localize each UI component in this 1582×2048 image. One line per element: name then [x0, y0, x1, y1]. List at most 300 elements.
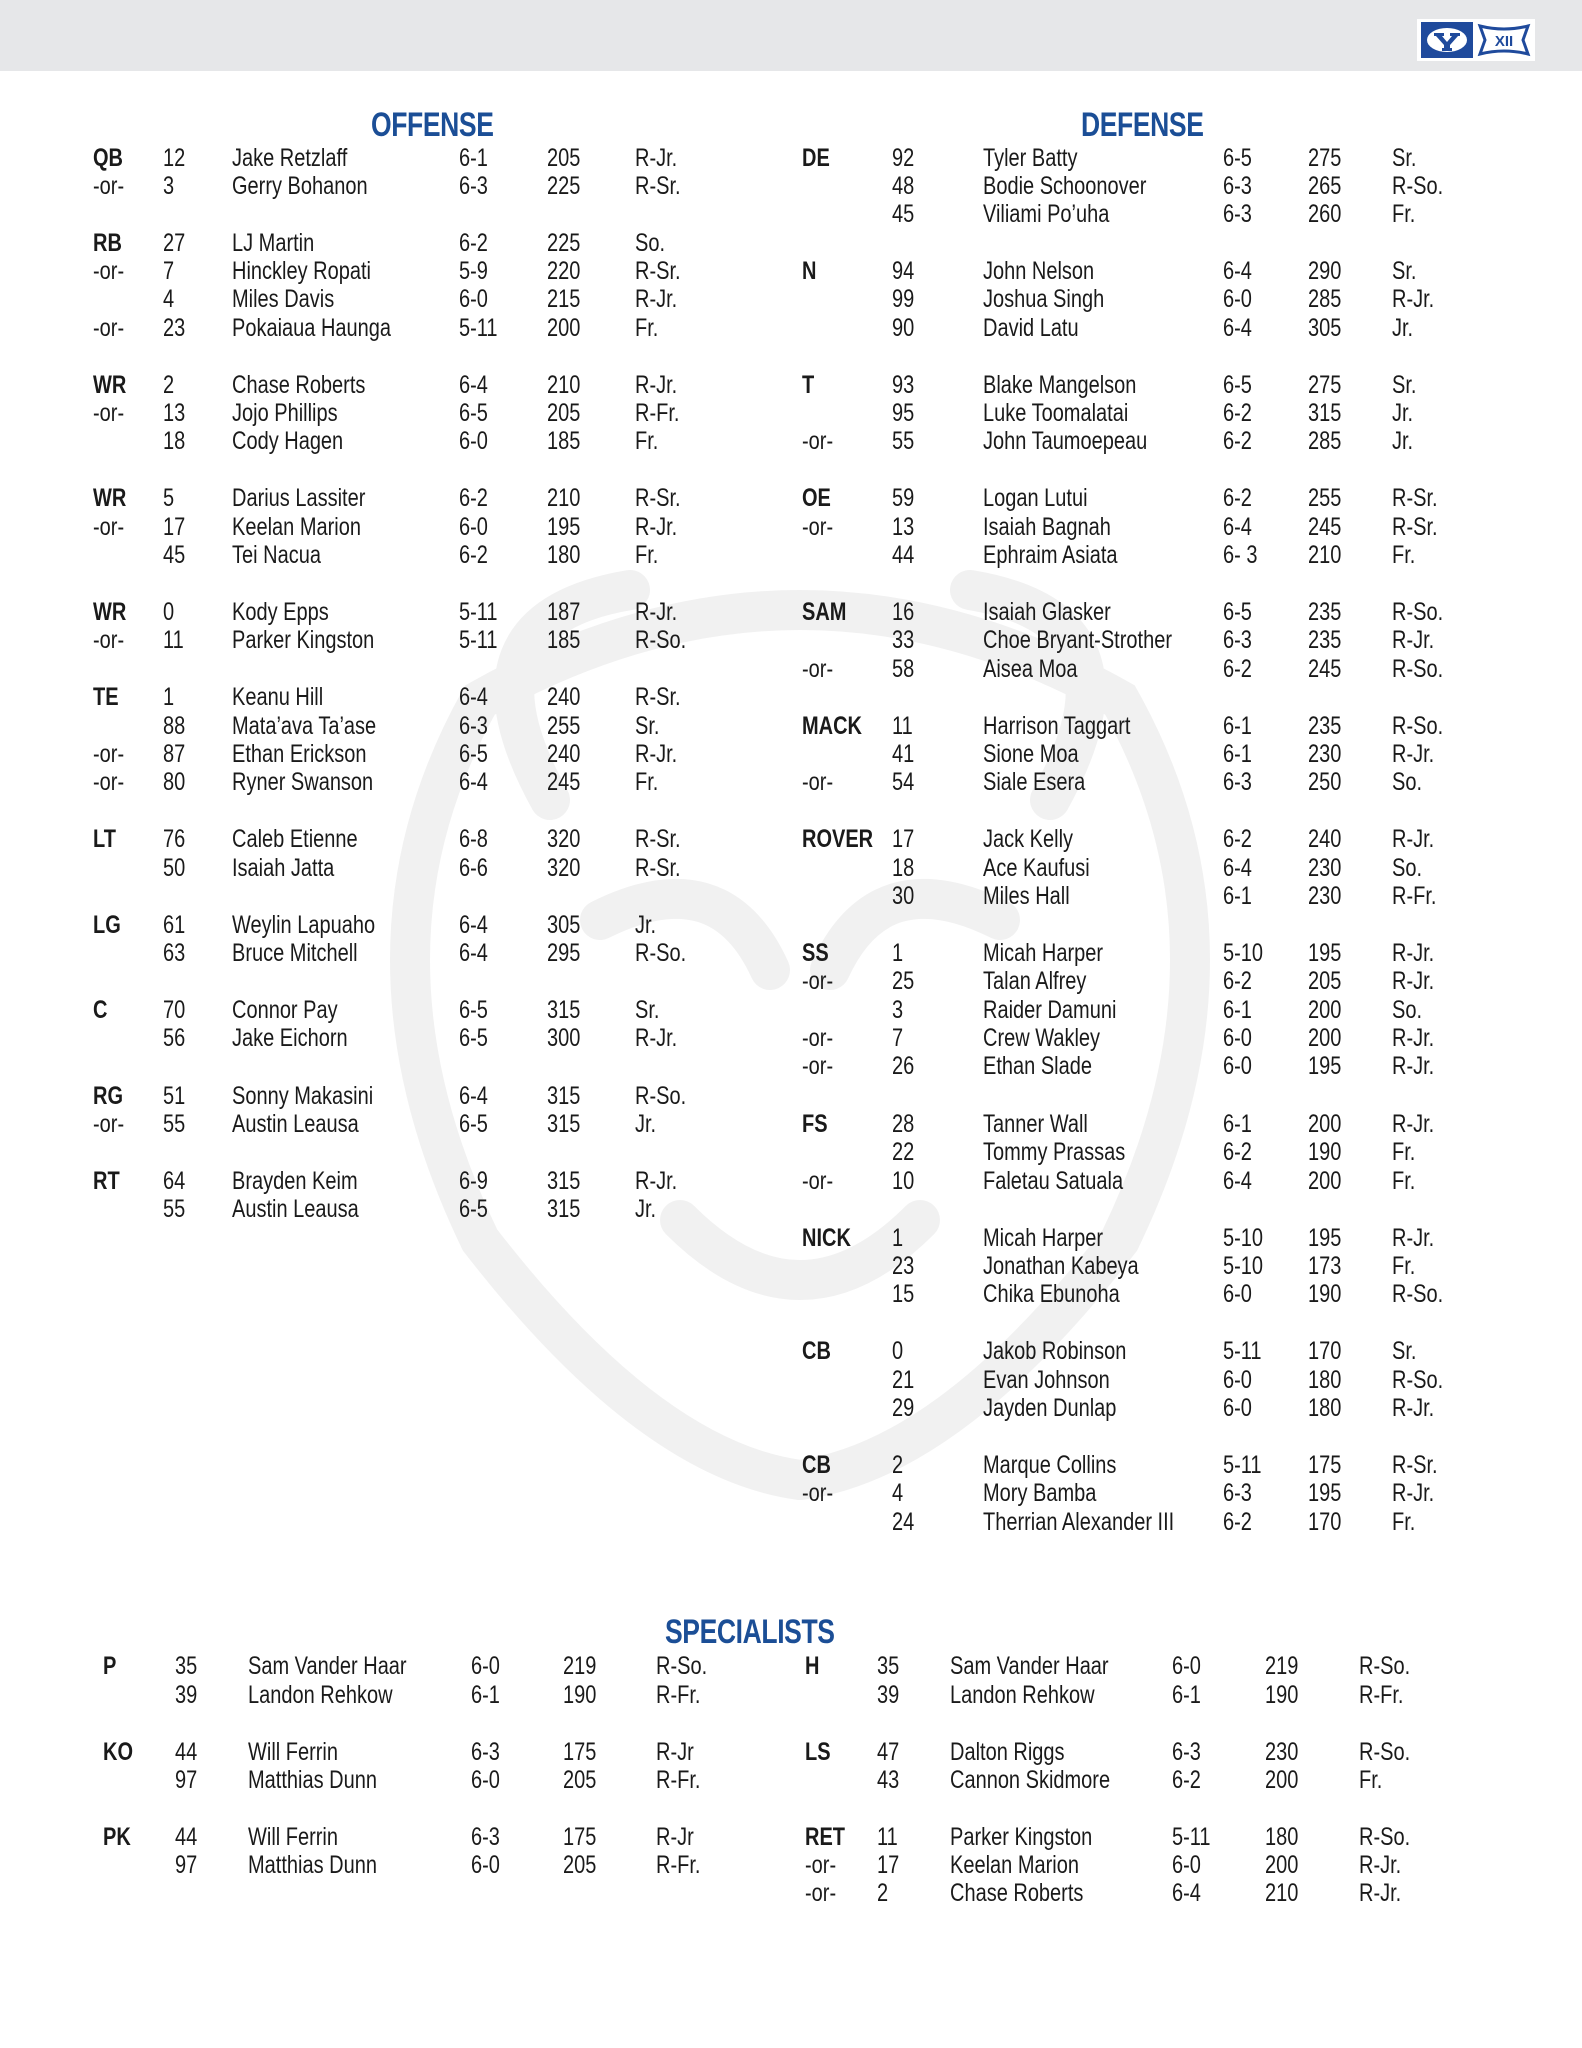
- player-name: Tyler Batty: [983, 144, 1078, 172]
- player-ht: 6-0: [1223, 1366, 1252, 1394]
- player-pos: LS: [805, 1738, 831, 1766]
- player-wt: 219: [563, 1652, 597, 1680]
- player-wt: 210: [547, 371, 581, 399]
- player-name: LJ Martin: [232, 229, 315, 257]
- player-num: 95: [892, 399, 915, 427]
- player-ht: 6-8: [459, 825, 488, 853]
- player-num: 61: [163, 911, 186, 939]
- player-wt: 180: [547, 541, 581, 569]
- player-name: Jojo Phillips: [232, 399, 338, 427]
- player-num: 35: [877, 1652, 900, 1680]
- player-name: Ryner Swanson: [232, 768, 374, 796]
- player-num: 94: [892, 257, 915, 285]
- player-num: 0: [163, 598, 175, 626]
- player-pos: LG: [93, 911, 121, 939]
- player-num: 2: [877, 1879, 889, 1907]
- player-wt: 295: [547, 939, 581, 967]
- defense-title: DEFENSE: [1081, 106, 1204, 144]
- player-ht: 6-1: [1223, 740, 1252, 768]
- player-name: Bodie Schoonover: [983, 172, 1147, 200]
- player-pos: RET: [805, 1823, 845, 1851]
- player-pos: -or-: [93, 740, 125, 768]
- player-num: 28: [892, 1110, 915, 1138]
- player-num: 48: [892, 172, 915, 200]
- player-ht: 6-4: [1223, 854, 1252, 882]
- player-name: Chika Ebunoha: [983, 1280, 1120, 1308]
- player-wt: 320: [547, 854, 581, 882]
- player-ht: 6-4: [459, 911, 488, 939]
- player-cls: Sr.: [1392, 144, 1417, 172]
- player-wt: 300: [547, 1024, 581, 1052]
- player-cls: So.: [1392, 768, 1423, 796]
- player-wt: 305: [547, 911, 581, 939]
- player-wt: 265: [1308, 172, 1342, 200]
- player-name: Hinckley Ropati: [232, 257, 371, 285]
- player-num: 7: [892, 1024, 904, 1052]
- player-name: Tommy Prassas: [983, 1138, 1126, 1166]
- player-num: 26: [892, 1052, 915, 1080]
- player-num: 1: [892, 939, 904, 967]
- player-num: 70: [163, 996, 186, 1024]
- player-cls: Jr.: [635, 1110, 657, 1138]
- player-pos: N: [802, 257, 817, 285]
- player-ht: 6-0: [471, 1652, 500, 1680]
- player-cls: R-Fr.: [1392, 882, 1437, 910]
- player-num: 64: [163, 1167, 186, 1195]
- player-wt: 205: [1308, 967, 1342, 995]
- player-ht: 5-11: [459, 598, 498, 626]
- player-wt: 240: [1308, 825, 1342, 853]
- player-num: 3: [163, 172, 175, 200]
- player-ht: 6-0: [1172, 1652, 1201, 1680]
- player-ht: 6-2: [1223, 825, 1252, 853]
- player-pos: PK: [103, 1823, 131, 1851]
- player-wt: 180: [1308, 1366, 1342, 1394]
- player-cls: R-Jr.: [1392, 740, 1435, 768]
- player-pos: -or-: [93, 768, 125, 796]
- player-wt: 170: [1308, 1508, 1342, 1536]
- player-cls: R-Fr.: [656, 1681, 701, 1709]
- player-ht: 6-2: [1223, 1138, 1252, 1166]
- player-num: 90: [892, 314, 915, 342]
- player-cls: R-Jr.: [635, 1024, 678, 1052]
- player-pos: -or-: [93, 626, 125, 654]
- player-wt: 240: [547, 740, 581, 768]
- player-pos: WR: [93, 598, 127, 626]
- player-ht: 5-11: [1223, 1451, 1262, 1479]
- player-pos: NICK: [802, 1224, 851, 1252]
- player-name: Joshua Singh: [983, 285, 1105, 313]
- player-num: 5: [163, 484, 175, 512]
- player-cls: R-Jr.: [1392, 1052, 1435, 1080]
- player-cls: R-Fr.: [656, 1766, 701, 1794]
- player-wt: 305: [1308, 314, 1342, 342]
- player-ht: 6-3: [459, 172, 488, 200]
- player-cls: Fr.: [1392, 1252, 1416, 1280]
- player-name: Logan Lutui: [983, 484, 1088, 512]
- player-wt: 200: [1308, 1110, 1342, 1138]
- player-wt: 285: [1308, 285, 1342, 313]
- player-pos: TE: [93, 683, 119, 711]
- player-cls: R-Jr.: [1392, 626, 1435, 654]
- player-cls: R-Jr.: [1392, 1110, 1435, 1138]
- player-name: John Nelson: [983, 257, 1095, 285]
- player-wt: 220: [547, 257, 581, 285]
- player-ht: 6-5: [459, 399, 488, 427]
- player-cls: R-Sr.: [635, 683, 681, 711]
- player-cls: R-Sr.: [635, 172, 681, 200]
- player-wt: 245: [547, 768, 581, 796]
- player-num: 54: [892, 768, 915, 796]
- player-num: 13: [892, 513, 915, 541]
- player-ht: 6-4: [459, 1082, 488, 1110]
- player-wt: 185: [547, 427, 581, 455]
- player-ht: 6-2: [1223, 655, 1252, 683]
- player-cls: Fr.: [635, 541, 659, 569]
- player-ht: 6-5: [1223, 371, 1252, 399]
- player-pos: -or-: [802, 967, 834, 995]
- player-num: 55: [892, 427, 915, 455]
- player-num: 88: [163, 712, 186, 740]
- player-num: 92: [892, 144, 915, 172]
- player-cls: Fr.: [1392, 541, 1416, 569]
- player-pos: -or-: [93, 1110, 125, 1138]
- player-num: 4: [163, 285, 175, 313]
- player-cls: So.: [1392, 996, 1423, 1024]
- player-wt: 205: [547, 144, 581, 172]
- player-name: Brayden Keim: [232, 1167, 358, 1195]
- player-pos: H: [805, 1652, 820, 1680]
- player-ht: 6-4: [1223, 257, 1252, 285]
- player-num: 17: [877, 1851, 900, 1879]
- player-num: 50: [163, 854, 186, 882]
- player-num: 3: [892, 996, 904, 1024]
- player-cls: R-So.: [1392, 1366, 1444, 1394]
- player-cls: R-Sr.: [635, 854, 681, 882]
- player-wt: 210: [1265, 1879, 1299, 1907]
- player-cls: R-Jr.: [635, 144, 678, 172]
- player-name: Tanner Wall: [983, 1110, 1088, 1138]
- player-num: 10: [892, 1167, 915, 1195]
- player-pos: -or-: [93, 172, 125, 200]
- player-ht: 6-5: [1223, 144, 1252, 172]
- player-ht: 6-1: [1223, 882, 1252, 910]
- player-wt: 200: [1308, 1024, 1342, 1052]
- player-pos: ROVER: [802, 825, 874, 853]
- player-ht: 6-4: [1223, 314, 1252, 342]
- player-cls: R-Fr.: [1359, 1681, 1404, 1709]
- player-ht: 6-2: [1223, 399, 1252, 427]
- player-name: Keelan Marion: [950, 1851, 1079, 1879]
- player-pos: WR: [93, 484, 127, 512]
- player-num: 22: [892, 1138, 915, 1166]
- player-name: Tei Nacua: [232, 541, 321, 569]
- player-num: 43: [877, 1766, 900, 1794]
- player-cls: Fr.: [635, 314, 659, 342]
- player-name: Micah Harper: [983, 1224, 1104, 1252]
- player-ht: 6-4: [459, 768, 488, 796]
- player-wt: 180: [1265, 1823, 1299, 1851]
- player-ht: 6-6: [459, 854, 488, 882]
- player-wt: 205: [563, 1766, 597, 1794]
- player-name: Isaiah Jatta: [232, 854, 335, 882]
- player-pos: RB: [93, 229, 122, 257]
- player-wt: 200: [1265, 1766, 1299, 1794]
- player-name: Matthias Dunn: [248, 1851, 377, 1879]
- player-ht: 6-3: [471, 1738, 500, 1766]
- player-cls: Jr.: [635, 1195, 657, 1223]
- player-name: Jayden Dunlap: [983, 1394, 1117, 1422]
- player-wt: 235: [1308, 712, 1342, 740]
- player-ht: 6-1: [1223, 996, 1252, 1024]
- player-ht: 6-0: [1223, 285, 1252, 313]
- player-name: Cody Hagen: [232, 427, 344, 455]
- player-pos: -or-: [93, 399, 125, 427]
- player-cls: Sr.: [1392, 1337, 1417, 1365]
- player-num: 27: [163, 229, 186, 257]
- player-name: Cannon Skidmore: [950, 1766, 1111, 1794]
- player-cls: Jr.: [1392, 314, 1414, 342]
- player-wt: 255: [1308, 484, 1342, 512]
- player-pos: OE: [802, 484, 831, 512]
- player-cls: Fr.: [635, 768, 659, 796]
- player-ht: 5-11: [459, 314, 498, 342]
- player-ht: 6-5: [459, 1195, 488, 1223]
- player-wt: 195: [1308, 1224, 1342, 1252]
- player-name: Ephraim Asiata: [983, 541, 1118, 569]
- player-num: 0: [892, 1337, 904, 1365]
- player-pos: -or-: [805, 1851, 837, 1879]
- player-name: Viliami Po’uha: [983, 200, 1110, 228]
- player-pos: C: [93, 996, 108, 1024]
- player-cls: Jr.: [1392, 427, 1414, 455]
- player-wt: 250: [1308, 768, 1342, 796]
- player-cls: R-Jr: [656, 1738, 694, 1766]
- svg-text:XII: XII: [1494, 33, 1514, 50]
- player-name: Weylin Lapuaho: [232, 911, 376, 939]
- player-wt: 230: [1308, 740, 1342, 768]
- player-cls: Fr.: [635, 427, 659, 455]
- player-name: Parker Kingston: [950, 1823, 1093, 1851]
- player-pos: T: [802, 371, 815, 399]
- player-ht: 6-2: [1223, 967, 1252, 995]
- player-wt: 200: [1308, 996, 1342, 1024]
- player-cls: R-Jr.: [1359, 1851, 1402, 1879]
- player-num: 17: [163, 513, 186, 541]
- player-num: 12: [163, 144, 186, 172]
- player-cls: R-Jr.: [635, 598, 678, 626]
- player-name: Parker Kingston: [232, 626, 375, 654]
- player-ht: 6-1: [459, 144, 488, 172]
- player-wt: 245: [1308, 513, 1342, 541]
- player-cls: R-Jr.: [1392, 1479, 1435, 1507]
- player-ht: 6-1: [1223, 712, 1252, 740]
- big12-logo-icon: [1477, 22, 1531, 58]
- player-ht: 6-3: [471, 1823, 500, 1851]
- player-name: Harrison Taggart: [983, 712, 1131, 740]
- logo-group: [1417, 19, 1535, 61]
- player-name: Gerry Bohanon: [232, 172, 368, 200]
- player-cls: Fr.: [1359, 1766, 1383, 1794]
- player-num: 4: [892, 1479, 904, 1507]
- player-cls: R-So.: [1392, 172, 1444, 200]
- player-name: Choe Bryant-Strother: [983, 626, 1172, 654]
- player-wt: 195: [1308, 1479, 1342, 1507]
- player-ht: 6-2: [459, 541, 488, 569]
- player-wt: 230: [1308, 882, 1342, 910]
- player-name: Ace Kaufusi: [983, 854, 1090, 882]
- player-num: 41: [892, 740, 915, 768]
- player-wt: 315: [547, 1110, 581, 1138]
- player-wt: 235: [1308, 598, 1342, 626]
- player-num: 93: [892, 371, 915, 399]
- player-num: 80: [163, 768, 186, 796]
- player-cls: R-So.: [1359, 1738, 1411, 1766]
- player-wt: 315: [547, 1082, 581, 1110]
- player-name: Jake Retzlaff: [232, 144, 348, 172]
- player-cls: R-So.: [1392, 712, 1444, 740]
- player-ht: 6-0: [471, 1851, 500, 1879]
- player-pos: -or-: [802, 768, 834, 796]
- player-wt: 255: [547, 712, 581, 740]
- player-name: Faletau Satuala: [983, 1167, 1124, 1195]
- player-ht: 6-1: [471, 1681, 500, 1709]
- player-wt: 275: [1308, 144, 1342, 172]
- player-wt: 195: [547, 513, 581, 541]
- player-cls: R-So.: [635, 1082, 687, 1110]
- player-cls: Fr.: [1392, 1508, 1416, 1536]
- player-num: 29: [892, 1394, 915, 1422]
- player-num: 2: [892, 1451, 904, 1479]
- player-wt: 190: [563, 1681, 597, 1709]
- player-pos: MACK: [802, 712, 862, 740]
- player-name: Landon Rehkow: [248, 1681, 393, 1709]
- player-name: Matthias Dunn: [248, 1766, 377, 1794]
- player-cls: Fr.: [1392, 1167, 1416, 1195]
- player-pos: -or-: [93, 314, 125, 342]
- player-num: 17: [892, 825, 915, 853]
- player-name: Isaiah Bagnah: [983, 513, 1111, 541]
- player-ht: 6-5: [459, 996, 488, 1024]
- player-cls: So.: [1392, 854, 1423, 882]
- player-num: 47: [877, 1738, 900, 1766]
- player-num: 44: [175, 1823, 198, 1851]
- player-num: 45: [892, 200, 915, 228]
- player-pos: QB: [93, 144, 123, 172]
- player-ht: 6-2: [1223, 484, 1252, 512]
- player-ht: 6-2: [1172, 1766, 1201, 1794]
- player-num: 11: [892, 712, 913, 740]
- player-wt: 230: [1265, 1738, 1299, 1766]
- player-num: 44: [892, 541, 915, 569]
- player-num: 39: [877, 1681, 900, 1709]
- player-name: Ethan Slade: [983, 1052, 1092, 1080]
- player-ht: 5-10: [1223, 1224, 1264, 1252]
- player-ht: 6- 3: [1223, 541, 1258, 569]
- player-cls: R-So.: [1392, 598, 1444, 626]
- player-wt: 225: [547, 229, 581, 257]
- player-pos: CB: [802, 1337, 831, 1365]
- player-name: Evan Johnson: [983, 1366, 1110, 1394]
- player-wt: 190: [1308, 1138, 1342, 1166]
- player-ht: 6-3: [1223, 200, 1252, 228]
- player-wt: 235: [1308, 626, 1342, 654]
- player-pos: WR: [93, 371, 127, 399]
- player-wt: 275: [1308, 371, 1342, 399]
- player-num: 51: [163, 1082, 186, 1110]
- offense-title: OFFENSE: [371, 106, 494, 144]
- player-ht: 6-5: [459, 1110, 488, 1138]
- player-name: Mory Bamba: [983, 1479, 1097, 1507]
- player-pos: FS: [802, 1110, 828, 1138]
- player-pos: -or-: [802, 1024, 834, 1052]
- player-pos: SAM: [802, 598, 847, 626]
- player-ht: 6-3: [1223, 172, 1252, 200]
- player-pos: -or-: [805, 1879, 837, 1907]
- player-name: Therrian Alexander III: [983, 1508, 1175, 1536]
- player-wt: 185: [547, 626, 581, 654]
- player-name: Sione Moa: [983, 740, 1079, 768]
- player-pos: -or-: [802, 513, 834, 541]
- player-ht: 5-11: [459, 626, 498, 654]
- player-name: Sam Vander Haar: [950, 1652, 1109, 1680]
- player-cls: R-Jr.: [635, 1167, 678, 1195]
- player-ht: 6-3: [1223, 1479, 1252, 1507]
- player-pos: SS: [802, 939, 829, 967]
- player-cls: R-Jr.: [1392, 967, 1435, 995]
- player-cls: R-Jr.: [635, 371, 678, 399]
- player-name: Micah Harper: [983, 939, 1104, 967]
- player-name: Bruce Mitchell: [232, 939, 358, 967]
- player-name: Will Ferrin: [248, 1738, 338, 1766]
- player-num: 97: [175, 1851, 198, 1879]
- player-ht: 5-9: [459, 257, 488, 285]
- player-cls: Fr.: [1392, 200, 1416, 228]
- player-num: 44: [175, 1738, 198, 1766]
- player-cls: R-Sr.: [635, 484, 681, 512]
- player-wt: 320: [547, 825, 581, 853]
- player-cls: Sr.: [1392, 257, 1417, 285]
- player-ht: 5-11: [1223, 1337, 1262, 1365]
- player-name: Caleb Etienne: [232, 825, 358, 853]
- player-name: Luke Toomalatai: [983, 399, 1129, 427]
- player-num: 23: [892, 1252, 915, 1280]
- player-cls: R-So.: [635, 939, 687, 967]
- player-name: Dalton Riggs: [950, 1738, 1065, 1766]
- player-name: Darius Lassiter: [232, 484, 366, 512]
- player-ht: 6-4: [459, 683, 488, 711]
- player-name: Talan Alfrey: [983, 967, 1087, 995]
- player-name: Chase Roberts: [232, 371, 366, 399]
- player-cls: R-Jr.: [1392, 825, 1435, 853]
- player-wt: 175: [1308, 1451, 1342, 1479]
- player-wt: 215: [547, 285, 581, 313]
- player-name: Jake Eichorn: [232, 1024, 348, 1052]
- player-num: 99: [892, 285, 915, 313]
- player-pos: RG: [93, 1082, 123, 1110]
- player-wt: 240: [547, 683, 581, 711]
- player-cls: R-Jr.: [1392, 939, 1435, 967]
- player-wt: 315: [547, 1167, 581, 1195]
- player-num: 30: [892, 882, 915, 910]
- player-wt: 210: [547, 484, 581, 512]
- player-cls: Jr.: [635, 911, 657, 939]
- player-ht: 6-0: [459, 285, 488, 313]
- player-cls: R-Jr.: [1392, 1394, 1435, 1422]
- player-wt: 205: [563, 1851, 597, 1879]
- player-wt: 190: [1308, 1280, 1342, 1308]
- player-cls: R-So.: [1359, 1823, 1411, 1851]
